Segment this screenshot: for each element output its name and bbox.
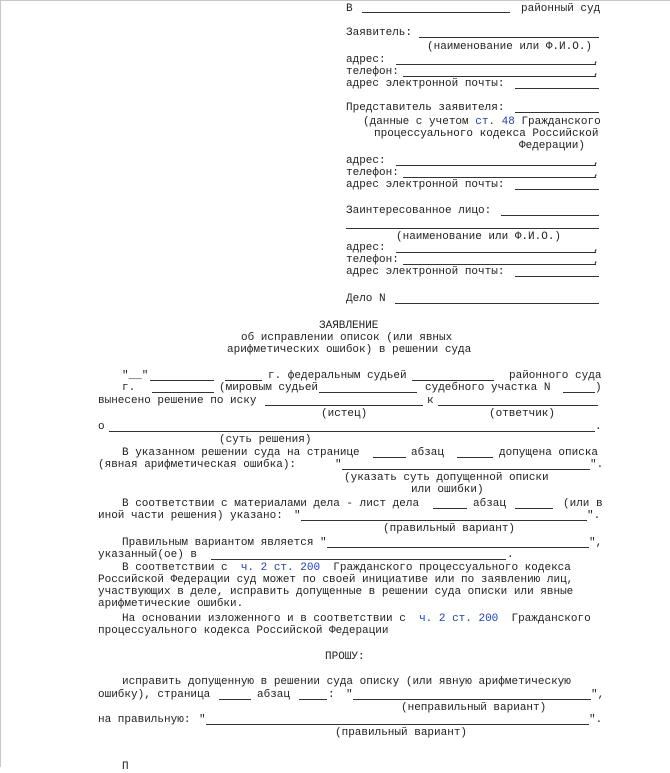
- close-quote: ".: [589, 714, 603, 726]
- representative-field[interactable]: [515, 112, 599, 113]
- wrong-variant-field[interactable]: [353, 699, 591, 700]
- interested-address-label: адрес:: [346, 242, 386, 254]
- magistrate-name-field[interactable]: [319, 392, 417, 393]
- interested-phone-field[interactable]: [403, 264, 596, 265]
- applicant-address-label: адрес:: [346, 54, 386, 66]
- date-month-field[interactable]: [150, 380, 214, 381]
- open-quote: ": [335, 459, 342, 471]
- close-quote: ".: [590, 459, 604, 471]
- close-quote: ",: [591, 689, 605, 701]
- correct-variant-hint: (правильный вариант): [383, 523, 516, 535]
- close-quote: ",: [589, 537, 603, 549]
- interested-email-field[interactable]: [515, 276, 599, 277]
- period: .: [595, 421, 602, 433]
- case-sheet-field[interactable]: [433, 508, 467, 509]
- district-number-field[interactable]: [563, 392, 595, 393]
- rep-email-label: адрес электронной почты:: [346, 179, 505, 191]
- court-suffix: районный суд: [521, 3, 601, 15]
- decision-essence-hint: (суть решения): [219, 434, 312, 446]
- request-line1: исправить допущенную в решении суда описку (или явную арифметическую: [122, 676, 571, 688]
- applicant-email-field[interactable]: [515, 88, 599, 89]
- interested-field[interactable]: [501, 215, 599, 216]
- document-subtitle-line1: об исправлении описок (или явных: [241, 332, 453, 344]
- error-admitted-text: допущена описка: [499, 447, 599, 459]
- federal-judge-text: г. федеральным судьей: [268, 370, 407, 382]
- to-correct-text: на правильную:: [98, 714, 191, 726]
- city-prefix: г.: [122, 382, 136, 394]
- paragraph-text: абзац: [257, 689, 291, 701]
- request-page-field[interactable]: [219, 699, 251, 700]
- request-heading: ПРОШУ:: [325, 651, 365, 663]
- comma: ,: [593, 168, 600, 180]
- open-quote: ": [346, 689, 353, 701]
- other-part-text: иной части решения) указано:: [98, 510, 283, 522]
- against-text: к: [427, 395, 434, 407]
- comma: ,: [593, 55, 600, 67]
- correct-variant-text: Правильным вариантом является: [122, 537, 314, 549]
- judge-name-field[interactable]: [412, 380, 494, 381]
- interested-email-label: адрес электронной почты:: [346, 266, 505, 278]
- applicant-phone-field[interactable]: [403, 76, 596, 77]
- district-court-text: районного суда: [509, 370, 602, 382]
- applicant-label: Заявитель:: [346, 27, 413, 39]
- rep-phone-label: телефон:: [346, 167, 399, 179]
- interested-label: Заинтересованное лицо:: [346, 205, 492, 217]
- representative-label: Представитель заявителя:: [346, 102, 505, 114]
- law-line1: В соответствии с ч. 2 ст. 200 Гражданского процессуального кодекса: [122, 562, 571, 574]
- right-variant-hint: (правильный вариант): [335, 727, 468, 739]
- paragraph-text: абзац: [473, 498, 507, 510]
- or-in-text: (или в: [563, 498, 603, 510]
- basis-line2: процессуального кодекса Российской Федерации: [98, 625, 389, 637]
- district-number-text: судебного участка N: [425, 382, 551, 394]
- about-text: о: [98, 421, 105, 433]
- article-200-link[interactable]: ч. 2 ст. 200: [240, 562, 321, 574]
- open-quote: ": [294, 510, 301, 522]
- error-essence-hint-line1: (указать суть допущенной описки: [344, 472, 549, 484]
- magistrate-text: (мировым судьей: [219, 382, 319, 394]
- stated-text-field[interactable]: [301, 520, 587, 521]
- plaintiff-field[interactable]: [265, 405, 423, 406]
- error-page-text: В указанном решении суда на странице: [122, 447, 360, 459]
- correct-variant-field[interactable]: [327, 547, 589, 548]
- period: .: [507, 549, 514, 561]
- date-year-field[interactable]: [225, 380, 262, 381]
- document-title: ЗАЯВЛЕНИЕ: [319, 320, 379, 332]
- right-variant-field[interactable]: [206, 724, 589, 725]
- comma: ,: [593, 243, 600, 255]
- error-essence-hint-line2: или ошибки): [411, 484, 484, 496]
- rep-address-label: адрес:: [346, 155, 386, 167]
- rep-phone-field[interactable]: [403, 177, 596, 178]
- interested-hint: (наименование или Ф.И.О.): [396, 231, 562, 243]
- comma: ,: [593, 67, 600, 79]
- rep-address-field[interactable]: [396, 165, 596, 166]
- article-48-link[interactable]: ст. 48: [475, 116, 515, 128]
- case-materials-text: В соответствии с материалами дела - лист дела: [122, 498, 420, 510]
- case-number-label: Дело N: [346, 293, 386, 305]
- case-paragraph-field[interactable]: [515, 508, 553, 509]
- applicant-phone-label: телефон:: [346, 66, 399, 78]
- arithmetic-error-text: (явная арифметическая ошибка):: [98, 459, 297, 471]
- defendant-hint: (ответчик): [489, 408, 556, 420]
- representative-hint-line1: (данные с учетом ст. 48 Гражданского: [363, 116, 601, 128]
- law-line3: участвующих в деле, исправить допущенные в решении суда описки или явные: [98, 586, 574, 598]
- article-200-link[interactable]: ч. 2 ст. 200: [419, 613, 499, 625]
- close-paren: ): [595, 382, 602, 394]
- continuation-text: П: [122, 761, 129, 773]
- court-name-field[interactable]: [362, 12, 510, 13]
- law-line4: арифметические ошибки.: [98, 598, 244, 610]
- error-paragraph-field[interactable]: [457, 457, 493, 458]
- case-number-field[interactable]: [395, 303, 599, 304]
- comma: ,: [593, 156, 600, 168]
- error-essence-field[interactable]: [342, 469, 590, 470]
- source-field[interactable]: [211, 559, 506, 560]
- basis-line1: На основании изложенного и в соответствии с ч. 2 ст. 200 Гражданского: [122, 613, 591, 625]
- decision-essence-field[interactable]: [109, 431, 595, 432]
- court-prefix: В: [346, 3, 353, 15]
- interested-address-field[interactable]: [396, 252, 596, 253]
- open-quote: ": [320, 537, 327, 549]
- claim-text: вынесено решение по иску: [98, 395, 257, 407]
- city-field[interactable]: [152, 392, 214, 393]
- wrong-variant-hint: (неправильный вариант): [401, 702, 547, 714]
- error-page-field[interactable]: [373, 457, 406, 458]
- open-quote: ": [199, 714, 206, 726]
- applicant-field[interactable]: [419, 37, 599, 38]
- defendant-field[interactable]: [438, 405, 598, 406]
- rep-email-field[interactable]: [515, 189, 599, 190]
- date-quote: "__": [122, 370, 149, 382]
- applicant-address-field[interactable]: [396, 64, 596, 65]
- colon: :: [328, 689, 335, 701]
- comma: ,: [593, 255, 600, 267]
- applicant-hint: (наименование или Ф.И.О.): [427, 41, 593, 53]
- law-line2: Российской Федерации суд может по своей инициативе или по заявлению лиц,: [98, 574, 574, 586]
- plaintiff-hint: (истец): [321, 408, 368, 420]
- interested-phone-label: телефон:: [346, 254, 399, 266]
- representative-hint-line3: Федерации): [519, 140, 586, 152]
- indicated-in-text: указанный(ое) в: [98, 549, 198, 561]
- paragraph-text: абзац: [411, 447, 445, 459]
- document-subtitle-line2: арифметических ошибок) в решении суда: [227, 344, 472, 356]
- request-page-text: ошибку), страница: [98, 689, 211, 701]
- applicant-email-label: адрес электронной почты:: [346, 78, 505, 90]
- interested-field-line2[interactable]: [346, 228, 599, 229]
- close-quote: ".: [587, 510, 601, 522]
- representative-hint-line2: процессуального кодекса Российской: [374, 128, 599, 140]
- request-paragraph-field[interactable]: [299, 699, 327, 700]
